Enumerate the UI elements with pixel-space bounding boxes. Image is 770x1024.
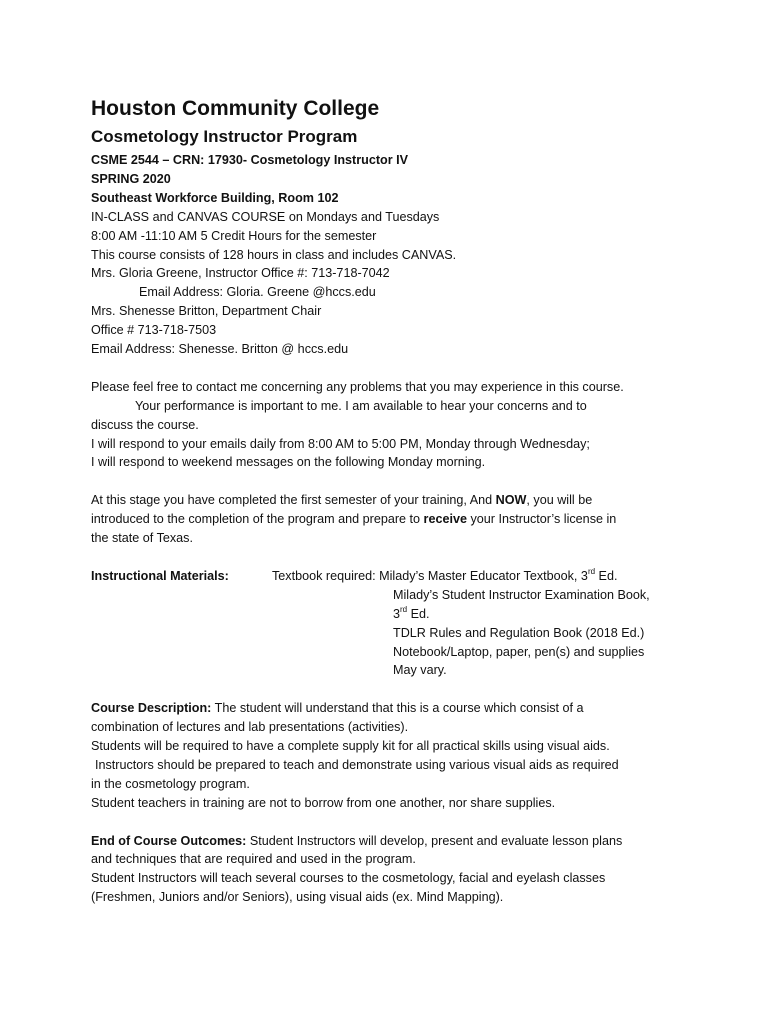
contact-line: discuss the course.: [91, 417, 199, 432]
description-line: in the cosmetology program.: [91, 776, 250, 791]
materials-item: TDLR Rules and Regulation Book (2018 Ed.): [393, 625, 645, 640]
chair-office: Office # 713-718-7503: [91, 323, 217, 338]
outcomes-line: (Freshmen, Juniors and/or Seniors), using visual aids (ex. Mind Mapping).: [91, 890, 504, 905]
materials-item: [393, 605, 691, 624]
materials-item: May vary.: [393, 663, 447, 678]
outcomes-line: and techniques that are required and used in the program.: [91, 852, 416, 867]
materials-item: Notebook/Laptop, paper, pen(s) and supplies: [393, 644, 645, 659]
outcomes-text: Student Instructors will develop, present and evaluate lesson plans: [246, 833, 623, 848]
instructor-line: Mrs. Gloria Greene, Instructor Office #: 713-718-7042: [91, 266, 390, 281]
instructor-email: Email Address: Gloria. Greene @hccs.edu: [139, 285, 376, 300]
description-line: Student teachers in training are not to borrow from one another, nor share supplies.: [91, 795, 556, 810]
contact-line: Your performance is important to me. I am available to hear your concerns and to: [135, 398, 587, 413]
materials-text: Textbook required: Milady’s Master Educator Textbook, 3: [272, 568, 588, 583]
stage-paragraph-line: [91, 491, 691, 510]
syllabus-page: [91, 96, 691, 907]
chair-line: Mrs. Shenesse Britton, Department Chair: [91, 304, 322, 319]
stage-paragraph-line: [91, 510, 691, 529]
schedule-line: 8:00 AM -11:10 AM 5 Credit Hours for the semester: [91, 228, 377, 243]
stage-emphasis: NOW: [495, 493, 527, 508]
stage-emphasis: receive: [423, 512, 467, 527]
description-line: Instructors should be prepared to teach and demonstrate using various visual aids as required: [95, 757, 619, 772]
location: Southeast Workforce Building, Room 102: [91, 190, 339, 205]
materials-text: Ed.: [407, 606, 430, 621]
contact-line: I will respond to your emails daily from 8:00 AM to 5:00 PM, Monday through Wednesday;: [91, 436, 590, 451]
materials-item: Milady’s Student Instructor Examination Book,: [393, 587, 650, 602]
materials-text: 3: [393, 606, 401, 621]
outcomes-line: Student Instructors will teach several courses to the cosmetology, facial and eyelash classes: [91, 871, 606, 886]
materials-text: Ed.: [595, 568, 618, 583]
superscript: rd: [587, 566, 596, 576]
college-title: Houston Community College: [91, 97, 380, 120]
stage-text: your Instructor’s license in: [466, 512, 617, 527]
stage-paragraph-line: the state of Texas.: [91, 531, 193, 546]
description-text: The student will understand that this is a course which consist of a: [211, 701, 584, 716]
description-line: Students will be required to have a complete supply kit for all practical skills using visual aids.: [91, 739, 610, 754]
materials-item: [272, 567, 617, 586]
description-line: combination of lectures and lab presentations (activities).: [91, 720, 409, 735]
schedule-line: This course consists of 128 hours in class and includes CANVAS.: [91, 247, 457, 262]
schedule-line: IN-CLASS and CANVAS COURSE on Mondays and Tuesdays: [91, 209, 440, 224]
description-line: [91, 699, 691, 718]
contact-line: I will respond to weekend messages on the following Monday morning.: [91, 455, 486, 470]
program-title: Cosmetology Instructor Program: [91, 127, 358, 146]
materials-label: Instructional Materials:: [91, 568, 229, 583]
outcomes-label: End of Course Outcomes:: [91, 833, 247, 848]
instructional-materials: [91, 567, 691, 680]
stage-text: At this stage you have completed the first semester of your training, And: [91, 493, 496, 508]
chair-email: Email Address: Shenesse. Britton @ hccs.edu: [91, 342, 349, 357]
description-label: Course Description:: [91, 701, 212, 716]
course-line: CSME 2544 – CRN: 17930- Cosmetology Instructor IV: [91, 153, 409, 167]
stage-text: introduced to the completion of the program and prepare to: [91, 512, 424, 527]
stage-text: , you will be: [526, 493, 593, 508]
contact-line: Please feel free to contact me concerning any problems that you may experience in this course.: [91, 379, 624, 394]
outcomes-line: [91, 832, 691, 851]
term: SPRING 2020: [91, 171, 171, 186]
superscript: rd: [400, 604, 408, 614]
